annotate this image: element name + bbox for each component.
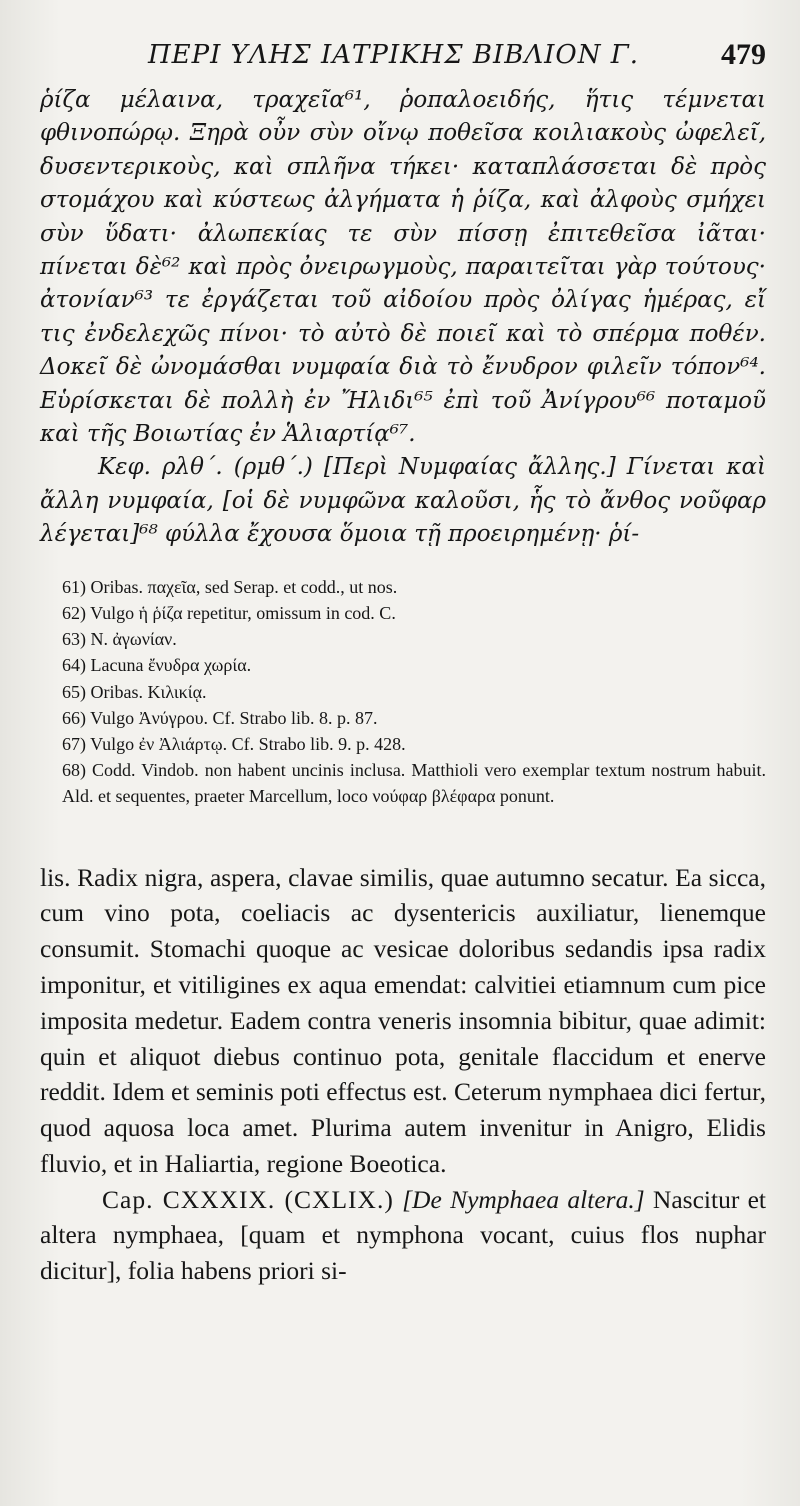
footnote-64: 64) Lacuna ἔνυδρα χωρία. [62, 655, 252, 676]
latin-paragraph-2-text: Nascitur et altera nymphaea, [quam et nymphona vocant, cuius flos nuphar dicitur], folia habens priori si- [40, 1184, 766, 1286]
footnote-68: 68) Codd. Vindob. non habent uncinis inclusa. Matthioli vero exemplar textum nostrum habuit. Ald. et sequentes, praeter Marcellum, loco νούφαρ βλέφαρα ponunt. [62, 760, 766, 807]
footnotes [40, 574, 766, 810]
greek-paragraph-2: Κεφ. ρλθ΄. (ρμθ΄.) [Περὶ Νυμφαίας ἄλλης.] Γίνεται καὶ ἄλλη νυμφαία, [οἱ δὲ νυμφῶνα καλοῦσι, ἧς τὸ ἄνθος νοῦφαρ λέγεται]⁶⁸ φύλλα ἔχουσα ὅμοια τῇ προειρημένῃ· ῥί- [40, 454, 766, 548]
chapter-heading: Cap. CXXXIX. (CXLIX.) [102, 1184, 394, 1214]
latin-paragraph-1: lis. Radix nigra, aspera, clavae similis, quae autumno secatur. Ea sicca, cum vino pota, coeliacis ac dysentericis auxiliatur, lienemque consumit. Stomachi quoque ac vesicae doloribus sedandis ipsa radix imponitur, et vitiligines ex aqua emendat: calvitiei etiamnum cum pice imposita medetur. Eadem contra veneris insomnia bibitur, quae adimit: quin et aliquot diebus continuo pota, genitale flaccidum et enerve reddit. Idem et seminis poti effectus est. Ceterum nymphaea dici fertur, quod aquosa loca amet. Plurima autem invenitur in Anigro, Elidis fluvio, et in Haliartia, regione Boeotica. [40, 862, 766, 1178]
page-number: 479 [721, 38, 766, 71]
footnote-62: 62) Vulgo ἡ ῥίζα repetitur, omissum in cod. C. [62, 602, 396, 623]
footnote-67: 67) Vulgo ἐν Ἀλιάρτῳ. Cf. Strabo lib. 9. p. 428. [62, 733, 406, 754]
chapter-title: [De Nymphaea altera.] [402, 1184, 645, 1214]
page-header [40, 32, 766, 84]
running-head: ΠΕΡΙ ΥΛΗΣ ΙΑΤΡΙΚΗΣ ΒΙΒΛΙΟΝ Γ. [148, 40, 640, 70]
greek-text [40, 84, 766, 552]
greek-paragraph-1: ῥίζα μέλαινα, τραχεῖα⁶¹, ῥοπαλοειδής, ἥτις τέμνεται φθινοπώρῳ. Ξηρὰ οὖν σὺν οἴνῳ ποθεῖσα κοιλιακοὺς ὠφελεῖ, δυσεντερικοὺς, καὶ σπλῆνα τήκει· καταπλάσσεται δὲ πρὸς στομάχου καὶ κύστεως ἀλγήματα ἡ ῥίζα, καὶ ἀλφοὺς σμήχει σὺν ὕδατι· ἀλωπεκίας τε σὺν πίσσῃ ἐπιτεθεῖσα ἰᾶται· πίνεται δὲ⁶² καὶ πρὸς ὀνειρωγμοὺς, παραιτεῖται γὰρ τούτους· ἀτονίαν⁶³ τε ἐργάζεται τοῦ αἰδοίου πρὸς ὀλίγας ἡμέρας, εἴ τις ἐνδελεχῶς πίνοι· τὸ αὐτὸ δὲ ποιεῖ καὶ τὸ σπέρμα ποθέν. Δοκεῖ δὲ ὠνομάσθαι νυμφαία διὰ τὸ ἔνυδρον φιλεῖν τόπον⁶⁴. Εὑρίσκεται δὲ πολλὴ ἐν Ἤλιδι⁶⁵ ἐπὶ τοῦ Ἀνίγρου⁶⁶ ποταμοῦ καὶ τῆς Βοιωτίας ἐν Ἁλιαρτίᾳ⁶⁷. [40, 87, 766, 448]
latin-text [40, 860, 766, 1290]
latin-paragraph-2 [40, 1182, 766, 1289]
footnote-65: 65) Oribas. Κιλικίᾳ. [62, 681, 207, 702]
footnote-66: 66) Vulgo Ἀνύγρου. Cf. Strabo lib. 8. p. 87. [62, 707, 378, 728]
footnote-61: 61) Oribas. παχεῖα, sed Serap. et codd., ut nos. [62, 576, 398, 597]
footnote-63: 63) N. ἀγωνίαν. [62, 629, 177, 650]
